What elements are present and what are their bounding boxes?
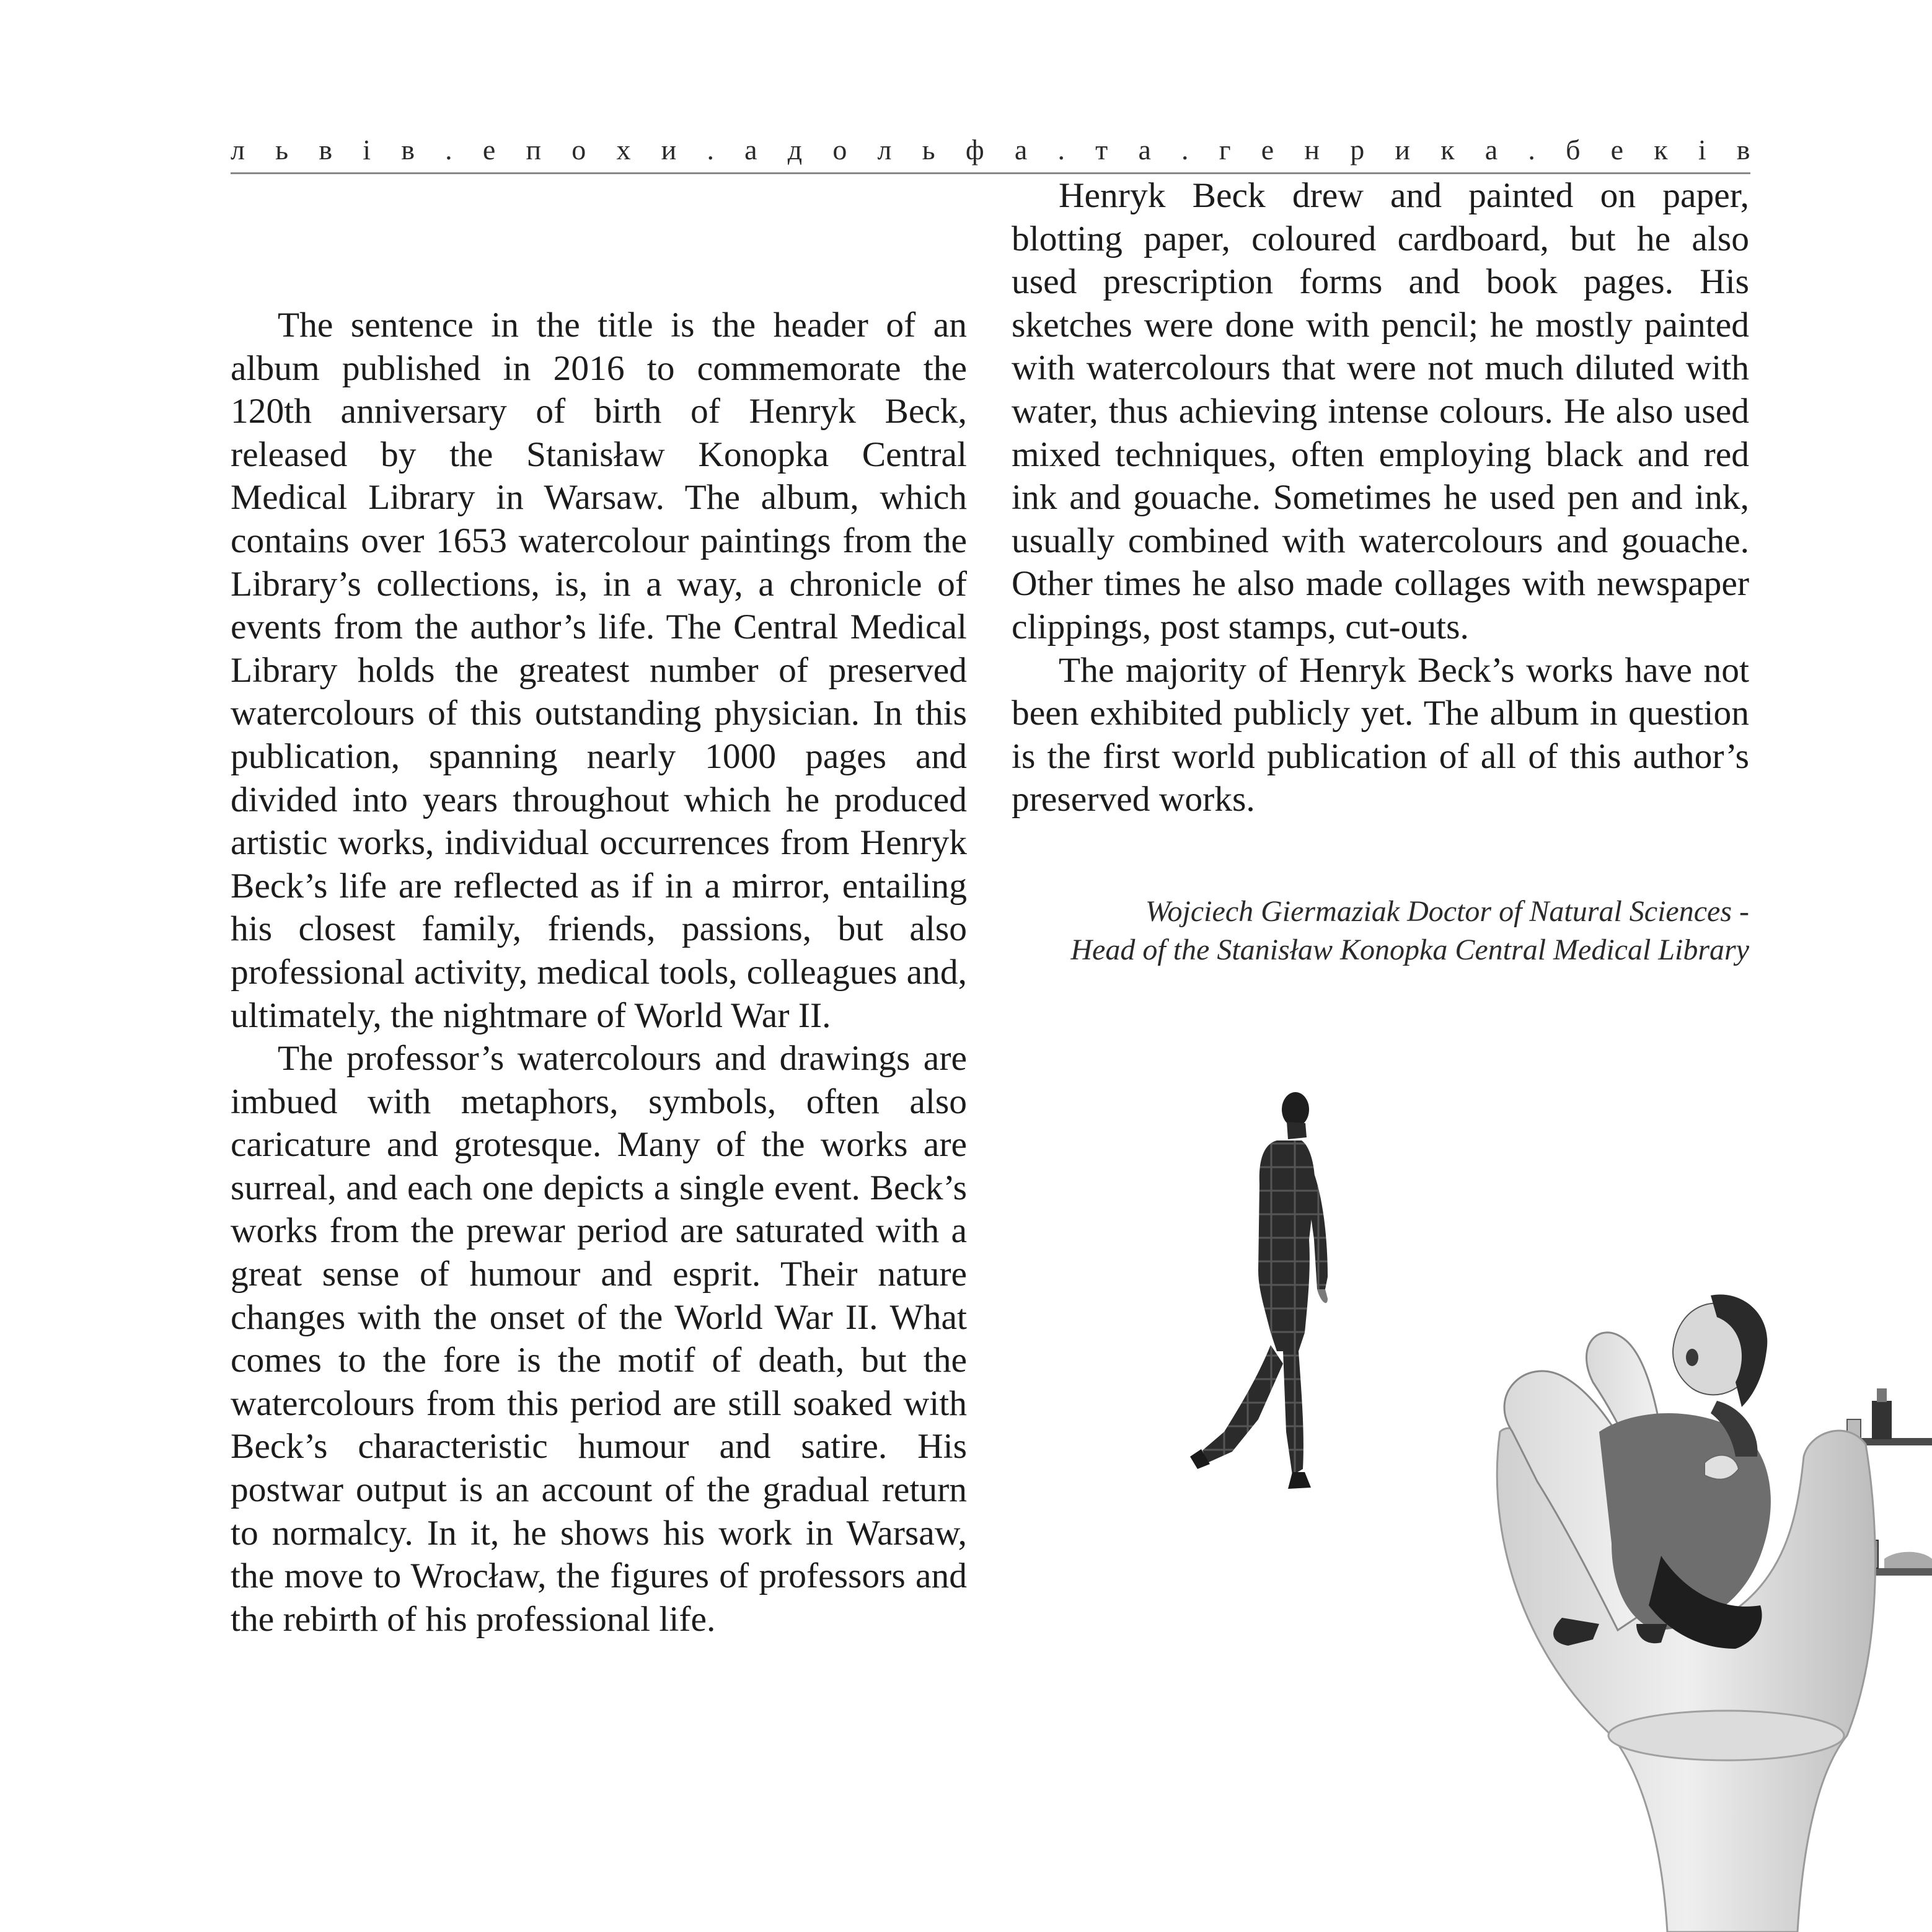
running-header-title: л ь в і в . е п о х и . а д о л ь ф а . т а . г е н р и к а . б е к і в — [231, 134, 1750, 165]
signature-line-2: Head of the Stanisław Konopka Central Medical Library — [1070, 933, 1749, 966]
watercolour-illustration — [1165, 1085, 1932, 1932]
right-column — [1012, 174, 1749, 821]
signature-line-1: Wojciech Giermaziak Doctor of Natural Sciences - — [1145, 895, 1749, 928]
right-paragraph-2: The majority of Henryk Beck’s works have not been exhibited publicly yet. The album in question is the first world publication of all of this author’s preserved works. — [1012, 650, 1749, 819]
left-paragraph-1: The sentence in the title is the header of an album published in 2016 to commemorate the 120th anniversary of birth of Henryk Beck, released by the Stanisław Konopka Central Medical Library in Warsaw. The album, which contains over 1653 watercolour paintings from the Library’s collections, is, in a way, a chronicle of events from the author’s life. The Central Medical Library holds the greatest number of preserved watercolours of this outstanding physician. In this publication, spanning nearly 1000 pages and divided into years throughout which he produced artistic works, individual occurrences from Henryk Beck’s life are reflected as if in a mirror, entailing his closest family, friends, passions, but also professional activity, medical tools, colleagues and, ultimately, the nightmare of World War II. — [231, 306, 967, 1035]
left-paragraph-2: The professor’s watercolours and drawings are imbued with metaphors, symbols, often also caricature and grotesque. Many of the works are surreal, and each one depicts a single event. Beck’s works from the prewar period are saturated with a great sense of humour and esprit. Their nature changes with the onset of the World War II. What comes to the fore is the motif of death, but the watercolours from this period are still soaked with Beck’s characteristic humour and satire. His postwar output is an account of the gradual return to normalcy. In it, he shows his work in Warsaw, the move to Wrocław, the figures of professors and the rebirth of his professional life. — [231, 1039, 967, 1639]
illustration-drawing — [1165, 1085, 1932, 1932]
walking-man-figure — [1190, 1092, 1328, 1489]
running-header — [231, 129, 1750, 174]
right-paragraph-1: Henryk Beck drew and painted on paper, blotting paper, coloured cardboard, but he also used prescription forms and book pages. His sketches were done with pencil; he mostly painted with watercolours that were not much diluted with water, thus achieving intense colours. He also used mixed techniques, often employing black and red ink and gouache. Sometimes he used pen and ink, usually combined with watercolours and gouache. Other times he also made collages with newspaper clippings, post stamps, cut-outs. — [1012, 176, 1749, 646]
author-signature — [1012, 893, 1749, 969]
left-column — [231, 304, 967, 1641]
